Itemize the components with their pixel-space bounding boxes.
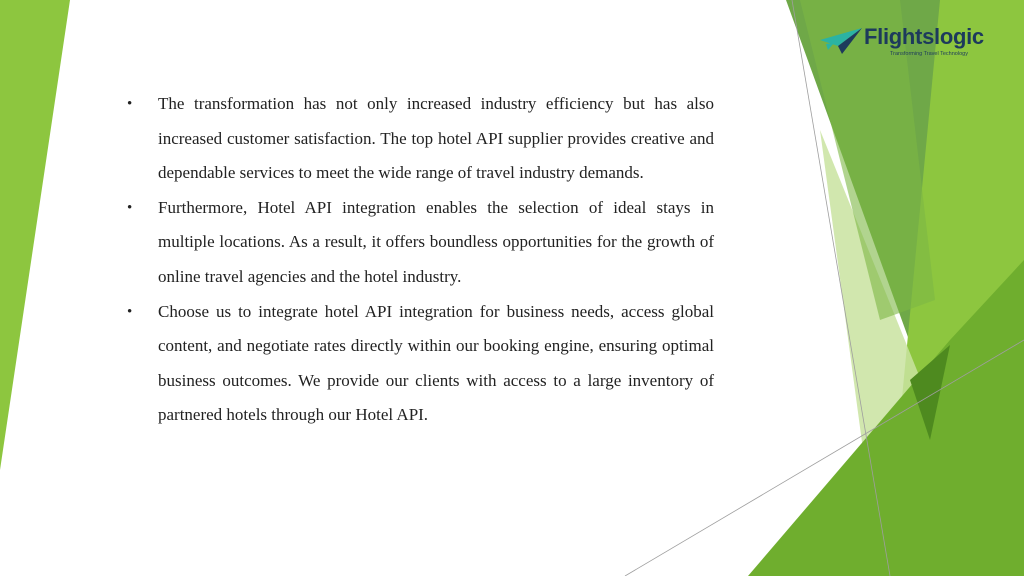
list-item	[127, 87, 714, 191]
logo-name: Flightslogic	[864, 24, 984, 49]
slide-content	[127, 87, 714, 433]
bullet-list	[127, 87, 714, 433]
bullet-marker: •	[127, 96, 133, 112]
logo-tagline: Transforming Travel Technology	[890, 51, 968, 57]
bullet-text: Choose us to integrate hotel API integration for business needs, access global content, and negotiate rates directly within our booking engine, ensuring optimal business outcomes. We provide our clients with access to a large inventory of partnered hotels through our Hotel API.	[158, 301, 714, 425]
list-item	[127, 191, 714, 295]
company-logo	[820, 24, 990, 64]
bullet-text: The transformation has not only increased industry efficiency but has also increased customer satisfaction. The top hotel API supplier provides creative and dependable services to meet the wide range of travel industry demands.	[158, 94, 714, 183]
bullet-marker: •	[127, 303, 133, 320]
list-item	[127, 295, 714, 433]
bullet-text: Furthermore, Hotel API integration enables the selection of ideal stays in multiple locations. As a result, it offers boundless opportunities for the growth of online travel agencies and the hotel industry.	[158, 197, 714, 286]
left-green-shape	[0, 0, 70, 470]
bullet-marker: •	[127, 199, 133, 216]
paper-plane-icon	[820, 26, 862, 56]
